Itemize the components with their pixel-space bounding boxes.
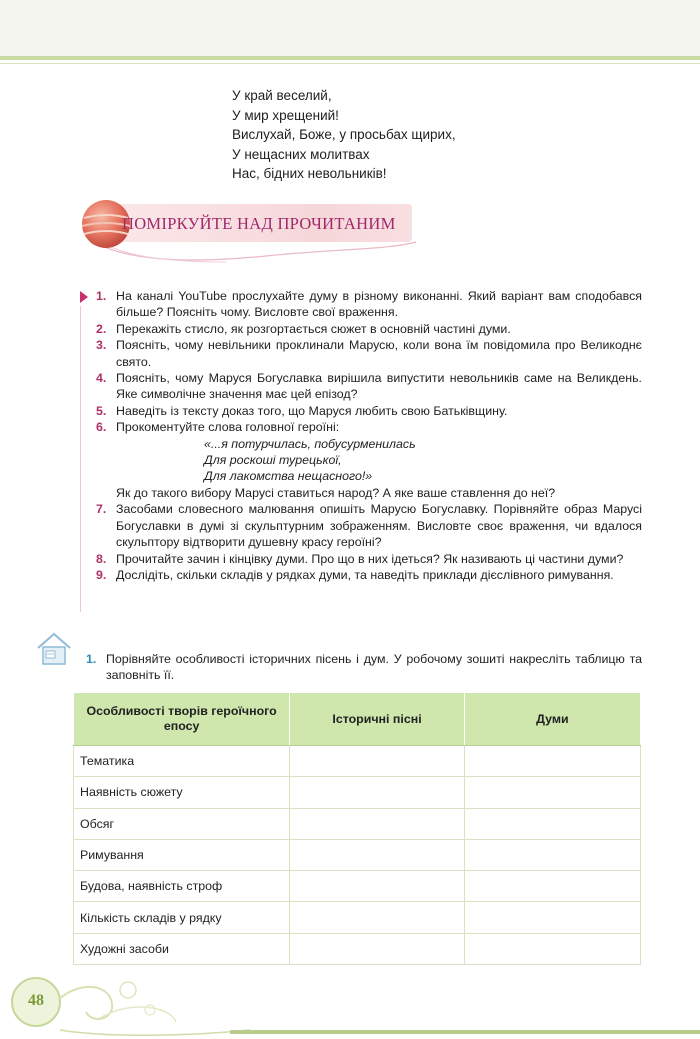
poem-line: У мир хрещений! xyxy=(232,107,339,123)
table-cell-feature: Тематика xyxy=(74,746,290,777)
question-text: Поясніть, чому невільники проклинали Марусю, коли вона їм повідомила про Великоднє свято. xyxy=(116,338,642,369)
question-item xyxy=(96,403,642,419)
table-cell-empty xyxy=(464,902,640,933)
task-number: 1. xyxy=(86,652,97,666)
question-text: На каналі YouTube прослухайте думу в різному виконанні. Який варіант вам сподобався більше? Поясніть чому. Висловте свої враження. xyxy=(116,289,642,320)
poem-line: Нас, бідних невольників! xyxy=(232,166,387,181)
table-cell-feature: Кількість складів у рядку xyxy=(74,902,290,933)
question-number: 6. xyxy=(96,420,107,435)
question-number: 9. xyxy=(96,567,107,582)
table-row xyxy=(74,808,641,839)
question-text: Дослідіть, скільки складів у рядках думи, та наведіть приклади дієслівного римування. xyxy=(116,567,614,582)
poem-excerpt xyxy=(232,86,456,184)
table-cell-empty xyxy=(464,777,640,808)
top-rule xyxy=(0,56,700,60)
question-item xyxy=(96,551,642,567)
question-number: 5. xyxy=(96,403,107,418)
question-text: Прочитайте зачин і кінцівку думи. Про що в них ідеться? Як називають ці частини думи? xyxy=(116,551,624,566)
table-cell-feature: Художні засоби xyxy=(74,933,290,964)
homework-task xyxy=(86,651,642,684)
quote-followup: Як до такого вибору Марусі ставиться народ? А яке ваше ставлення до неї? xyxy=(116,485,556,500)
table-cell-feature: Будова, наявність строф xyxy=(74,871,290,902)
question-item xyxy=(96,419,642,435)
question-item xyxy=(96,567,642,583)
table-header-cell: Історичні пісні xyxy=(290,693,465,746)
quote-block xyxy=(96,436,642,485)
table-cell-empty xyxy=(464,933,640,964)
question-number: 3. xyxy=(96,338,107,353)
margin-bar xyxy=(80,306,81,612)
comparison-table xyxy=(73,692,641,965)
table-cell-feature: Обсяг xyxy=(74,808,290,839)
question-list xyxy=(96,288,642,583)
question-item xyxy=(96,288,642,321)
question-item xyxy=(96,501,642,550)
table-cell-feature: Наявність сюжету xyxy=(74,777,290,808)
question-number: 2. xyxy=(96,321,107,336)
home-task-icon xyxy=(34,628,74,668)
top-band xyxy=(0,0,700,56)
table-row xyxy=(74,777,641,808)
question-text: Засобами словесного малювання опишіть Марусю Богуславку. Порівняйте образ Марусі Богуславки в думі зі скульптурним зображенням. Висловте своє враження, чи вдалося скульптору відтворити душевну красу героїні? xyxy=(116,502,642,550)
question-item xyxy=(96,321,642,337)
question-item xyxy=(96,370,642,403)
question-number: 8. xyxy=(96,551,107,566)
poem-line: Вислухай, Боже, у просьбах щирих, xyxy=(232,127,456,142)
bottom-rule xyxy=(230,1030,700,1034)
table-cell-empty xyxy=(290,839,465,870)
table-cell-empty xyxy=(290,902,465,933)
question-text: Перекажіть стисло, як розгортається сюжет в основній частині думи. xyxy=(116,321,511,336)
table-cell-empty xyxy=(464,871,640,902)
table-cell-empty xyxy=(290,746,465,777)
quote-line: Для лакомства нещасного!» xyxy=(204,469,373,484)
table-row xyxy=(74,902,641,933)
table-row xyxy=(74,871,641,902)
question-number: 7. xyxy=(96,502,107,517)
top-rule-thin xyxy=(0,63,700,64)
poem-line: У край веселий, xyxy=(232,88,332,103)
quote-line: Для роскоші турецької, xyxy=(204,453,342,468)
arrow-marker-icon xyxy=(80,291,88,303)
table-cell-feature: Римування xyxy=(74,839,290,870)
table-cell-empty xyxy=(464,746,640,777)
page-number: 48 xyxy=(28,992,44,1009)
table-cell-empty xyxy=(464,839,640,870)
question-item xyxy=(96,337,642,370)
table-row xyxy=(74,839,641,870)
question-text: Поясніть, чому Маруся Богуславка вирішила випустити невольників саме на Великдень. Яке символічне значення має цей епізод? xyxy=(116,371,642,402)
section-banner xyxy=(66,190,426,270)
question-number: 1. xyxy=(96,289,107,303)
question-number: 4. xyxy=(96,371,107,386)
table-cell-empty xyxy=(464,808,640,839)
table-header-cell: Думи xyxy=(464,693,640,746)
table-header-row xyxy=(74,693,641,746)
quote-line: «...я потурчилась, побусурменилась xyxy=(204,436,416,451)
table-cell-empty xyxy=(290,871,465,902)
question-text: Прокоментуйте слова головної героїні: xyxy=(116,420,340,435)
task-text: Порівняйте особливості історичних пісень і дум. У робочому зошиті накресліть таблицю та заповніть її. xyxy=(106,652,642,683)
poem-line: У нещасних молитвах xyxy=(232,146,370,162)
table-header-cell: Особливості творів героїчного епосу xyxy=(74,693,290,746)
table-cell-empty xyxy=(290,808,465,839)
section-title: ПОМІРКУЙТЕ НАД ПРОЧИТАНИМ xyxy=(122,214,396,233)
table-row xyxy=(74,746,641,777)
question-text: Наведіть із тексту доказ того, що Маруся любить свою Батьківщину. xyxy=(116,403,508,418)
table-cell-empty xyxy=(290,933,465,964)
table-cell-empty xyxy=(290,777,465,808)
